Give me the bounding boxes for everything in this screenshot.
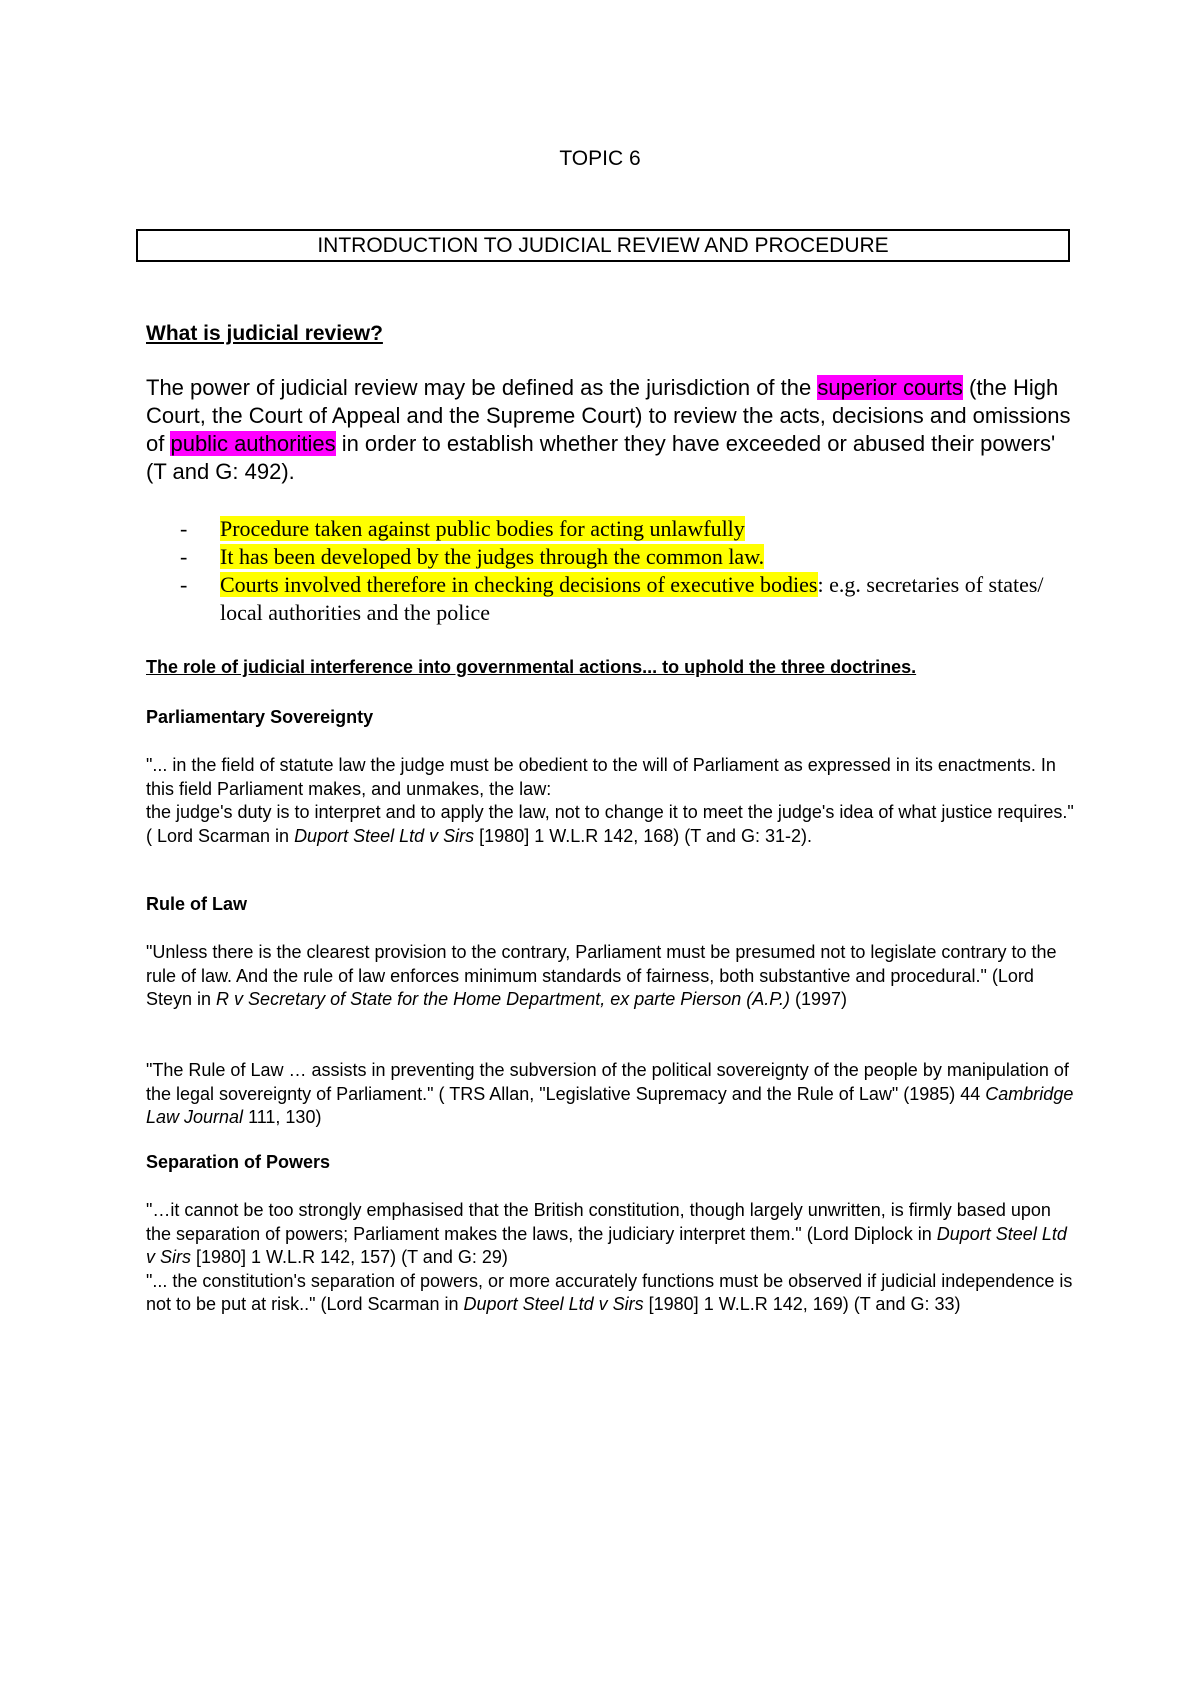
quote-rule-of-law-1: [146, 941, 1076, 1012]
journal-name: Cambridge Law Journal: [146, 1083, 1074, 1127]
list-item: [180, 515, 1060, 543]
subheading-separation-of-powers: Separation of Powers: [146, 1152, 331, 1172]
list-item: [180, 543, 1060, 571]
quote-separation-of-powers: [146, 1199, 1076, 1317]
bullet-text: : e.g. secretaries of states/ local authorities and the police: [220, 572, 1044, 625]
quote-line: [146, 1199, 1076, 1270]
quote-line: [146, 1059, 1076, 1130]
quote-line: [146, 941, 1076, 1012]
subheading-rule-of-law: Rule of Law: [146, 894, 248, 914]
bullet-dash: -: [180, 572, 188, 597]
subheading-parliamentary-sovereignty: Parliamentary Sovereignty: [146, 707, 374, 727]
bullet-dash: -: [180, 516, 188, 541]
bullet-text: Procedure taken against public bodies for acting unlawfully: [220, 516, 745, 541]
case-name: Duport Steel Ltd v Sirs: [146, 1223, 1067, 1267]
quote-text: "... the constitution's separation of powers, or more accurately functions must be observed if judicial independence is not to be put at risk.." (Lord Scarman in: [146, 1270, 1073, 1314]
quote-parliamentary-sovereignty: [146, 754, 1076, 848]
document-title: INTRODUCTION TO JUDICIAL REVIEW AND PROCEDURE: [136, 229, 1070, 262]
intro-paragraph: [146, 374, 1076, 486]
intro-text-2: (the High Court, the Court of Appeal and the Supreme Court) to review the acts, decisions and omissions of: [146, 375, 1071, 456]
quote-text: "The Rule of Law … assists in preventing the subversion of the political sovereignty of the people by manipulation of the legal sovereignty of Parliament." ( TRS Allan, "Legislative Supremacy and the Rule of Law" (1985) 44: [146, 1060, 1069, 1104]
case-name: Duport Steel Ltd v Sirs: [294, 825, 475, 846]
case-name: Duport Steel Ltd v Sirs: [463, 1294, 644, 1314]
highlight-superior-courts: superior courts: [817, 375, 963, 400]
list-item: [180, 571, 1060, 627]
section-heading-what-is-judicial-review: What is judicial review?: [146, 322, 383, 345]
bullet-dash: -: [180, 544, 188, 569]
quote-line: "... in the field of statute law the judge must be obedient to the will of Parliament as expressed in its enactments. In this field Parliament makes, and unmakes, the law:: [146, 755, 1056, 799]
quote-text: [1980] 1 W.L.R 142, 169) (T and G: 33): [643, 1294, 961, 1314]
quote-text: (1997): [789, 989, 848, 1009]
quote-line: [146, 801, 1076, 848]
intro-text-1: The power of judicial review may be defined as the jurisdiction of the: [146, 375, 818, 400]
topic-heading: TOPIC 6: [559, 147, 641, 170]
quote-text: the judge's duty is to interpret and to apply the law, not to change it to meet the judge's idea of what justice requires." ( Lord Scarman in: [146, 802, 1074, 846]
intro-text-3: in order to establish whether they have exceeded or abused their powers' (T and G: 492).: [146, 431, 1056, 484]
highlight-public-authorities: public authorities: [170, 431, 336, 456]
quote-text: "Unless there is the clearest provision to the contrary, Parliament must be presumed not to legislate contrary to the rule of law. And the rule of law enforces minimum standards of fairness, both substantive and procedural." (Lord Steyn in: [146, 942, 1057, 1009]
bullet-list: [180, 515, 1060, 627]
section-heading-role: The role of judicial interference into governmental actions... to uphold the three doctrines.: [146, 657, 917, 677]
quote-text: [1980] 1 W.L.R 142, 157) (T and G: 29): [191, 1247, 508, 1267]
bullet-text-highlighted: Courts involved therefore in checking decisions of executive bodies: [220, 572, 818, 597]
quote-text: "…it cannot be too strongly emphasised that the British constitution, though largely unwritten, is firmly based upon the separation of powers; Parliament makes the laws, the judiciary interpret them." (Lord Diplock in: [146, 1200, 1051, 1244]
quote-text: 111, 130): [243, 1107, 322, 1127]
quote-line: [146, 1270, 1076, 1317]
quote-text: [1980] 1 W.L.R 142, 168) (T and G: 31-2).: [474, 825, 813, 846]
case-name: R v Secretary of State for the Home Department, ex parte Pierson (A.P.): [216, 989, 790, 1009]
quote-rule-of-law-2: [146, 1059, 1076, 1130]
bullet-text: It has been developed by the judges through the common law.: [220, 544, 765, 569]
